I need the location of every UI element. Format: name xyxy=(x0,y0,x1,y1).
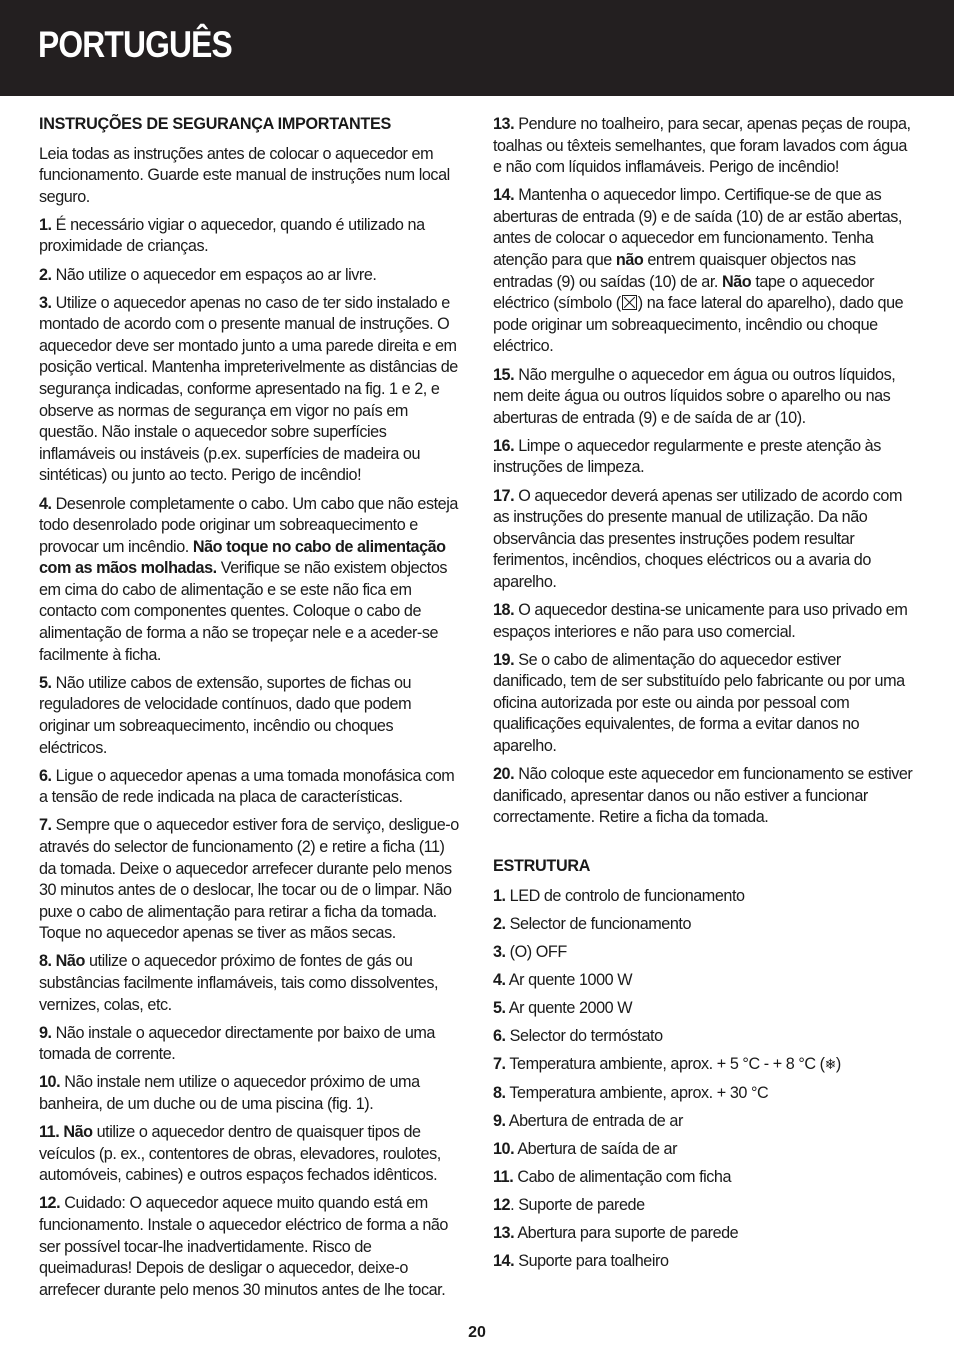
item-number: 11. xyxy=(39,1123,60,1142)
safety-item-19 xyxy=(493,650,917,758)
item-text: Desenrole completamente o cabo. Um cabo que não esteja todo desenrolado pode originar um sobreaquecimento e provocar um incêndio. xyxy=(39,494,458,556)
safety-item-7 xyxy=(39,815,461,945)
safety-item-20 xyxy=(493,764,917,829)
part-label: Temperatura ambiente, aprox. + 30 °C xyxy=(509,1083,769,1102)
page-number: 20 xyxy=(468,1324,486,1341)
item-text: Cuidado: O aquecedor aquece muito quando está em funcionamento. Instale o aquecedor eléctrico de forma a não ser possível tocar-lhe inadvertidamente. Risco de queimaduras! Depois de desligar o aquecedor, deixe-o arrefecer durante pelo menos 30 minutos antes de lhe tocar. xyxy=(39,1194,448,1299)
part-label: (O) OFF xyxy=(509,942,567,961)
item-bold-text: Não xyxy=(722,272,752,291)
item-text: ) na face lateral do aparelho), dado que pode originar um sobreaquecimento, incêndio ou choque eléctrico. xyxy=(493,294,904,356)
safety-item-4 xyxy=(39,494,461,667)
part-label: Abertura de saída de ar xyxy=(517,1139,678,1158)
item-text: Não coloque este aquecedor em funcionamento se estiver danificado, apresentar danos ou não estiver a funcionar correctamente. Retire a ficha da tomada. xyxy=(493,765,913,827)
item-number: 12. xyxy=(39,1194,61,1213)
part-item xyxy=(493,1195,917,1217)
item-text: Se o cabo de alimentação do aquecedor estiver danificado, tem de ser substituído pelo fabricante ou por uma oficina autorizada por este ou ainda por pessoal com qualificações equivalentes, de forma a evitar danos no aparelho. xyxy=(493,650,905,756)
part-item xyxy=(493,970,917,992)
item-number: 8. xyxy=(493,1083,506,1102)
item-number: 20. xyxy=(493,765,515,784)
item-number: 1. xyxy=(39,215,52,234)
right-column xyxy=(493,114,917,1279)
part-item xyxy=(493,1223,917,1245)
parts-list xyxy=(493,886,917,1272)
item-bold-text: Não xyxy=(63,1123,93,1142)
item-number: 15. xyxy=(493,365,515,384)
item-text: entrem quaisquer objectos nas entradas (9) ou saídas (10) de ar. xyxy=(493,251,856,291)
item-number: 3. xyxy=(39,293,52,312)
part-item xyxy=(493,1139,917,1161)
item-number: 9. xyxy=(493,1111,506,1130)
part-item xyxy=(493,1083,917,1105)
part-item xyxy=(493,942,917,964)
safety-item-2 xyxy=(39,265,461,287)
page-title: PORTUGUÊS xyxy=(38,24,232,65)
item-number: 1. xyxy=(493,887,506,905)
part-label: . Suporte de parede xyxy=(510,1195,645,1214)
item-text: Não utilize o aquecedor em espaços ao ar livre. xyxy=(55,265,377,284)
safety-item-14 xyxy=(493,185,917,358)
part-label: Abertura de entrada de ar xyxy=(508,1111,683,1130)
item-number: 7. xyxy=(39,816,52,835)
safety-item-8 xyxy=(39,951,461,1016)
part-label: Cabo de alimentação com ficha xyxy=(517,1167,732,1186)
item-text: utilize o aquecedor dentro de quaisquer tipos de veículos (p. ex., contentores de obras, elevadores, roulotes, automóveis, cabines) e outros espaços fechados idênticos. xyxy=(39,1123,441,1185)
safety-item-15 xyxy=(493,365,917,430)
safety-item-5 xyxy=(39,673,461,759)
item-number: 11. xyxy=(493,1167,514,1186)
item-bold-text: não xyxy=(615,251,644,270)
item-number: 4. xyxy=(493,970,506,989)
part-item xyxy=(493,886,917,908)
item-text: Não instale nem utilize o aquecedor próximo de uma banheira, de um duche ou de uma piscina (fig. 1). xyxy=(39,1073,420,1113)
item-text: utilize o aquecedor próximo de fontes de gás ou substâncias facilmente inflamáveis, tais como dissolventes, vernizes, colas, etc. xyxy=(39,952,439,1014)
item-number: 6. xyxy=(493,1026,506,1045)
item-number: 4. xyxy=(39,494,52,513)
safety-item-3 xyxy=(39,293,461,487)
safety-item-13 xyxy=(493,114,917,179)
safety-item-9 xyxy=(39,1023,461,1066)
item-number: 12 xyxy=(493,1195,511,1214)
item-text: O aquecedor destina-se unicamente para uso privado em espaços interiores e não para uso comercial. xyxy=(493,600,908,641)
item-number: 5. xyxy=(39,673,52,692)
snowflake-icon: ❄ xyxy=(824,1056,836,1073)
part-item xyxy=(493,914,917,936)
item-text: Sempre que o aquecedor estiver fora de serviço, desligue-o através do selector de funcionamento (2) e retire a ficha (11) da tomada. Deixe o aquecedor arrefecer durante pelo menos 30 minutos antes de o deslocar, lhe tocar ou de o limpar. Não puxe o cabo de alimentação para retirar a ficha da tomada. Toque no aquecedor apenas se tiver as mãos secas. xyxy=(39,816,459,943)
part-label: ) xyxy=(835,1054,841,1073)
safety-item-10 xyxy=(39,1072,461,1115)
item-text: Utilize o aquecedor apenas no caso de ter sido instalado e montado de acordo com o presente manual de instruções. O aquecedor deve ser montado junto a uma parede direita e em posição vertical. Mantenha impreterivelmente as distâncias de segurança indicadas, conforme apresentado na fig. 1 e 2, e observe as normas de segurança em vigor no país em questão. Não instale o aquecedor sobre superfícies inflamáveis ou instáveis (p.ex. superfícies de madeira ou sintéticas) ou junto ao tecto. Perigo de incêndio! xyxy=(39,293,458,485)
part-label: LED de controlo de funcionamento xyxy=(509,887,745,905)
do-not-cover-icon xyxy=(622,295,637,310)
safety-item-1 xyxy=(39,215,461,258)
item-number: 8. xyxy=(39,952,52,971)
item-number: 18. xyxy=(493,600,515,619)
safety-intro: Leia todas as instruções antes de colocar o aquecedor em funcionamento. Guarde este manual de instruções num local seguro. xyxy=(39,144,450,206)
item-text: É necessário vigiar o aquecedor, quando é utilizado na proximidade de crianças. xyxy=(39,215,425,256)
item-text: Pendure no toalheiro, para secar, apenas peças de roupa, toalhas ou têxteis semelhantes, que foram lavados com água e não com líquidos inflamáveis. Perigo de incêndio! xyxy=(493,115,911,177)
part-item xyxy=(493,1111,917,1133)
item-number: 14. xyxy=(493,1251,515,1270)
item-number: 10. xyxy=(39,1073,61,1092)
safety-item-12 xyxy=(39,1193,461,1301)
safety-heading: INSTRUÇÕES DE SEGURANÇA IMPORTANTES xyxy=(39,115,391,133)
safety-item-11 xyxy=(39,1122,461,1187)
item-number: 9. xyxy=(39,1023,52,1042)
part-item xyxy=(493,1167,917,1189)
part-item xyxy=(493,1054,917,1077)
item-number: 13. xyxy=(493,1223,515,1242)
item-number: 16. xyxy=(493,436,515,455)
part-label: Ar quente 1000 W xyxy=(508,970,633,989)
item-bold-text: Não xyxy=(55,952,85,971)
item-number: 5. xyxy=(493,998,506,1017)
item-text: Limpe o aquecedor regularmente e preste atenção às instruções de limpeza. xyxy=(493,436,881,477)
item-number: 6. xyxy=(39,766,52,785)
item-text: Não mergulhe o aquecedor em água ou outros líquidos, nem deite água ou outros líquidos sobre o aparelho ou nas aberturas de entrada (9) e de saída de ar (10). xyxy=(493,365,896,427)
safety-item-16 xyxy=(493,436,917,479)
safety-item-6 xyxy=(39,766,461,809)
part-label: Selector de funcionamento xyxy=(509,914,691,933)
page-header xyxy=(0,0,954,96)
section-spacer xyxy=(493,835,917,856)
item-text: O aquecedor deverá apenas ser utilizado de acordo com as instruções do presente manual de utilização. Da não observância das presentes instruções podem resultar ferimentos, incêndios, choques eléctricos ou a avaria do aparelho. xyxy=(493,486,903,591)
item-text: Não utilize cabos de extensão, suportes de fichas ou reguladores de velocidade contínuos, dado que podem originar um sobreaquecimento, incêndio ou choques eléctricos. xyxy=(39,673,412,757)
left-column xyxy=(39,114,461,1308)
item-number: 19. xyxy=(493,650,515,669)
item-bold-text: Não toque no cabo de alimentação com as mãos molhadas. xyxy=(39,537,446,578)
item-number: 2. xyxy=(493,914,506,933)
item-number: 10. xyxy=(493,1139,515,1158)
item-text: Mantenha o aquecedor limpo. Certifique-se de que as aberturas de entrada (9) e de saída (10) de ar estão abertas, antes de colocar o aquecedor em funcionamento. Tenha atenção para que xyxy=(493,186,902,270)
item-text: Ligue o aquecedor apenas a uma tomada monofásica com a tensão de rede indicada na placa de características. xyxy=(39,766,455,807)
item-number: 7. xyxy=(493,1054,506,1073)
item-number: 13. xyxy=(493,115,515,133)
part-item xyxy=(493,998,917,1020)
part-label: Abertura para suporte de parede xyxy=(517,1223,739,1242)
item-number: 2. xyxy=(39,265,52,284)
part-label: Selector do termóstato xyxy=(509,1026,663,1045)
part-label: Ar quente 2000 W xyxy=(508,998,633,1017)
item-text: tape o aquecedor eléctrico (símbolo ( xyxy=(493,272,875,313)
safety-item-17 xyxy=(493,486,917,594)
safety-item-18 xyxy=(493,600,917,643)
part-item xyxy=(493,1026,917,1048)
item-text: Verifique se não existem objectos em cima do cabo de alimentação e se este não fica em contacto com componentes quentes. Coloque o cabo de alimentação de forma a não se tropeçar nele e a aceder-se facilmente à ficha. xyxy=(39,559,448,664)
item-text: Não instale o aquecedor directamente por baixo de uma tomada de corrente. xyxy=(39,1023,435,1064)
part-item xyxy=(493,1251,917,1273)
part-label: Suporte para toalheiro xyxy=(518,1251,669,1270)
item-number: 14. xyxy=(493,186,515,205)
structure-heading: ESTRUTURA xyxy=(493,857,591,876)
item-number: 3. xyxy=(493,942,506,961)
part-label: Temperatura ambiente, aprox. + 5 °C - + 8 °C ( xyxy=(509,1054,825,1073)
item-number: 17. xyxy=(493,486,515,505)
